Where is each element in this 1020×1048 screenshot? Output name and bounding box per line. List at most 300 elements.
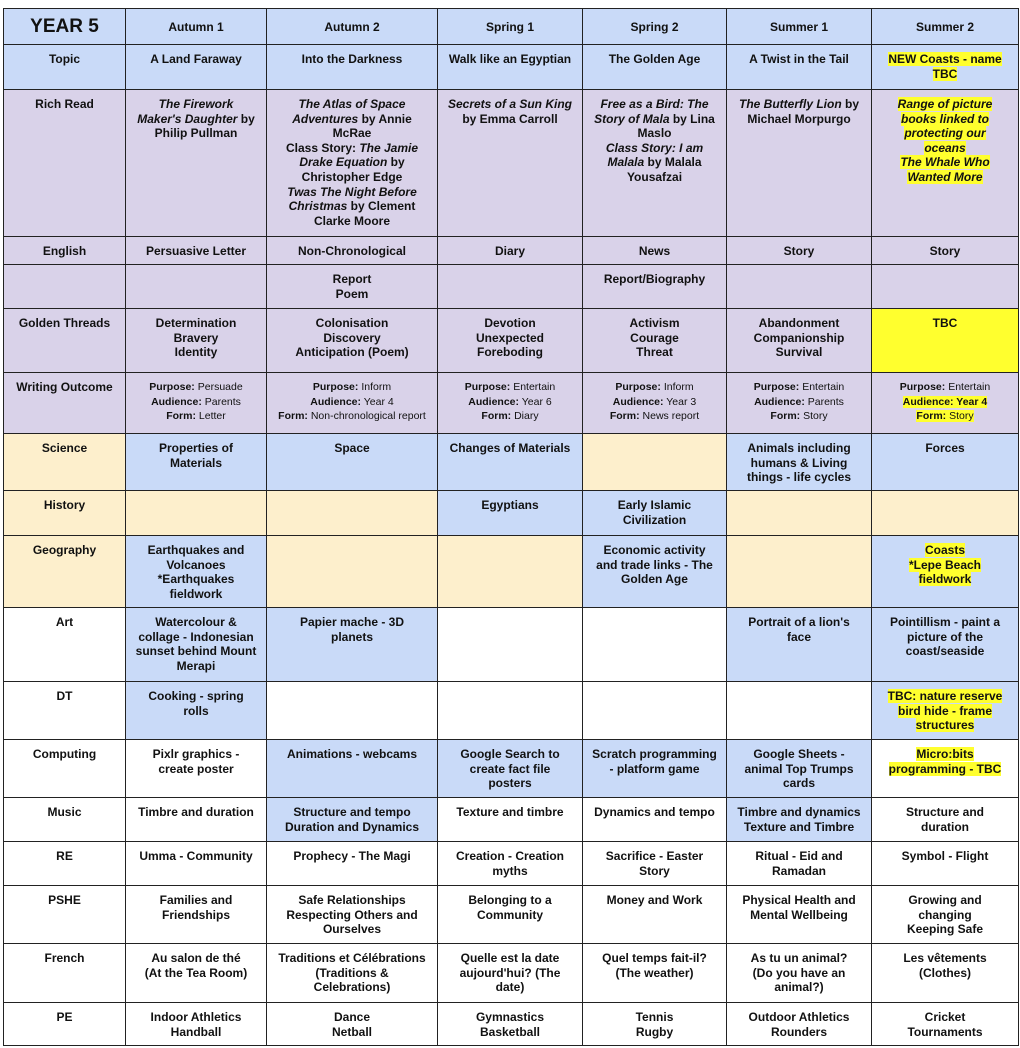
cell-line [270, 908, 434, 923]
table-row [4, 45, 1019, 90]
curriculum-cell [872, 237, 1019, 265]
cell-text: Inform [358, 381, 392, 393]
curriculum-cell [583, 373, 727, 434]
curriculum-cell [727, 608, 872, 682]
cell-text: As tu un animal? [750, 951, 848, 965]
cell-line [129, 630, 263, 645]
cell-text: Money and Work [606, 893, 703, 907]
curriculum-cell [267, 740, 438, 798]
cell-text: Volcanoes [166, 557, 226, 572]
curriculum-cell [126, 886, 267, 944]
cell-text: Earthquakes and [147, 543, 245, 557]
cell-line [730, 1010, 868, 1025]
cell-text: The Whale Who [900, 155, 990, 170]
cell-line [875, 155, 1015, 170]
curriculum-cell [727, 536, 872, 608]
cell-line [730, 951, 868, 966]
curriculum-cell [438, 608, 583, 682]
cell-line [730, 849, 868, 864]
cell-text: Respecting Others and [286, 907, 418, 922]
cell-text: protecting our [904, 126, 986, 141]
curriculum-cell [438, 740, 583, 798]
cell-line [875, 747, 1015, 762]
cell-text: Audience: [310, 395, 362, 408]
curriculum-cell [126, 740, 267, 798]
curriculum-cell [727, 798, 872, 842]
cell-text: Properties of [158, 441, 233, 455]
cell-text: Drake Equation [299, 155, 388, 170]
curriculum-cell [872, 682, 1019, 740]
curriculum-cell [438, 944, 583, 1003]
cell-text: Structure and tempo [293, 805, 411, 819]
curriculum-cell [583, 944, 727, 1003]
cell-text: Civilization [622, 512, 687, 527]
cell-line [441, 345, 579, 360]
cell-line [270, 441, 434, 456]
cell-line [270, 214, 434, 229]
curriculum-cell [267, 265, 438, 309]
table-row [4, 90, 1019, 237]
cell-line [586, 272, 723, 287]
cell-text: Non-chronological report [307, 410, 426, 422]
subject-label: Golden Threads [4, 309, 126, 373]
table-row [4, 944, 1019, 1003]
curriculum-cell [126, 373, 267, 434]
cell-text: Tennis [635, 1010, 674, 1024]
curriculum-cell [126, 491, 267, 536]
table-row [4, 536, 1019, 608]
cell-text: by Lina [669, 111, 715, 126]
cell-text: Dance [333, 1010, 371, 1024]
cell-text: Malala [607, 155, 645, 170]
cell-line [875, 52, 1015, 67]
table-row [4, 491, 1019, 536]
cell-line [875, 316, 1015, 331]
cell-text: Purpose: [149, 381, 195, 393]
curriculum-cell [872, 944, 1019, 1003]
cell-text: Report/Biography [603, 272, 706, 286]
table-row [4, 309, 1019, 373]
cell-line [129, 112, 263, 127]
cell-line [730, 615, 868, 630]
cell-line [129, 951, 263, 966]
curriculum-cell [872, 740, 1019, 798]
cell-text: Cricket [924, 1010, 966, 1024]
cell-text: Devotion [484, 316, 536, 330]
cell-line [129, 558, 263, 573]
curriculum-cell [438, 237, 583, 265]
cell-text: Secrets of a Sun King [447, 97, 573, 111]
curriculum-cell [126, 265, 267, 309]
cell-line [875, 849, 1015, 864]
cell-line [586, 543, 723, 558]
cell-text: face [786, 629, 812, 644]
cell-line [129, 52, 263, 67]
curriculum-cell [126, 1003, 267, 1046]
cell-text: (At the Tea Room) [144, 965, 248, 980]
cell-text: Maker's Daughter [137, 111, 238, 126]
cell-text: Micro:bits [916, 747, 974, 761]
cell-text: things - life cycles [746, 470, 852, 485]
cell-line [270, 244, 434, 259]
curriculum-cell [872, 491, 1019, 536]
cell-text: Christopher Edge [301, 169, 403, 184]
curriculum-cell [267, 798, 438, 842]
cell-text: changing [918, 907, 972, 922]
cell-text: Wanted More [907, 169, 983, 184]
cell-text: Courage [630, 330, 679, 345]
curriculum-cell [872, 886, 1019, 944]
cell-line [129, 409, 263, 424]
curriculum-cell [583, 434, 727, 491]
cell-line [270, 1025, 434, 1040]
cell-text: date) [495, 980, 525, 995]
cell-text: Ramadan [771, 863, 827, 878]
curriculum-cell [267, 45, 438, 90]
cell-line [875, 1010, 1015, 1025]
cell-line [129, 747, 263, 762]
cell-text: Companionship [753, 330, 845, 345]
curriculum-cell [438, 90, 583, 237]
curriculum-cell [267, 536, 438, 608]
term-header: Spring 1 [438, 9, 583, 45]
cell-text: Survival [775, 345, 823, 360]
cell-line [730, 762, 868, 777]
cell-line [875, 1025, 1015, 1040]
cell-line [586, 170, 723, 185]
cell-line [586, 380, 723, 395]
cell-line [875, 718, 1015, 733]
cell-line [875, 170, 1015, 185]
curriculum-cell [872, 842, 1019, 886]
cell-line [441, 498, 579, 513]
cell-text: Story [946, 410, 974, 422]
table-row [4, 434, 1019, 491]
cell-line [875, 908, 1015, 923]
cell-text: Forces [925, 441, 965, 455]
cell-text: Growing and [908, 893, 982, 907]
cell-line [129, 380, 263, 395]
cell-text: Community [477, 907, 543, 922]
curriculum-cell [583, 1003, 727, 1046]
cell-line [586, 155, 723, 170]
cell-line [875, 966, 1015, 981]
cell-line [586, 864, 723, 879]
cell-text: Form: [481, 410, 512, 422]
cell-text: Story [800, 410, 828, 422]
curriculum-cell [438, 45, 583, 90]
cell-text: Diary [494, 244, 526, 258]
cell-text: Discovery [323, 330, 381, 345]
cell-line [129, 1010, 263, 1025]
curriculum-cell [438, 536, 583, 608]
table-row [4, 886, 1019, 944]
cell-text: Parents [201, 395, 241, 408]
cell-text: Twas The Night Before [287, 184, 417, 199]
cell-text: Abandonment [758, 316, 840, 330]
cell-line [270, 97, 434, 112]
cell-text: (Do you have an [752, 965, 846, 980]
cell-line [129, 644, 263, 659]
cell-text: Pixlr graphics - [152, 747, 240, 761]
curriculum-cell [872, 265, 1019, 309]
cell-text: Class Story: [285, 140, 360, 155]
cell-line [586, 849, 723, 864]
cell-text: News [638, 244, 671, 258]
cell-text: Michael Morpurgo [747, 111, 851, 126]
cell-line [730, 747, 868, 762]
subject-label: French [4, 944, 126, 1003]
cell-line [586, 1025, 723, 1040]
curriculum-cell [872, 434, 1019, 491]
cell-text: The Butterfly Lion [738, 97, 842, 111]
cell-line [129, 1025, 263, 1040]
cell-text: Animals including [747, 441, 851, 455]
cell-line [270, 966, 434, 981]
cell-line [129, 704, 263, 719]
cell-text: Clarke Moore [313, 213, 391, 228]
cell-line [270, 951, 434, 966]
curriculum-cell [872, 798, 1019, 842]
curriculum-cell [267, 309, 438, 373]
curriculum-cell [583, 45, 727, 90]
cell-line [586, 747, 723, 762]
cell-line [270, 52, 434, 67]
subject-label [4, 265, 126, 309]
cell-text: Mental Wellbeing [750, 907, 848, 922]
term-header: Summer 2 [872, 9, 1019, 45]
cell-line [875, 441, 1015, 456]
cell-line [875, 689, 1015, 704]
cell-line [129, 689, 263, 704]
cell-text: Changes of Materials [449, 441, 571, 455]
cell-text: Netball [331, 1024, 372, 1039]
subject-label: DT [4, 682, 126, 740]
cell-text: Inform [660, 381, 694, 393]
cell-line [875, 615, 1015, 630]
cell-text: Symbol - Flight [901, 849, 989, 863]
cell-text: Structure and [905, 805, 984, 819]
cell-text: Physical Health and [742, 893, 856, 907]
subject-label: Writing Outcome [4, 373, 126, 434]
cell-text: Timbre and dynamics [737, 805, 861, 819]
cell-line [129, 966, 263, 981]
cell-text: Golden Age [621, 572, 688, 587]
table-row [4, 373, 1019, 434]
cell-line [441, 805, 579, 820]
cell-line [586, 762, 723, 777]
cell-text: Watercolour & [155, 615, 237, 629]
cell-line [730, 776, 868, 791]
cell-text: Walk like an Egyptian [448, 52, 572, 66]
cell-line [441, 316, 579, 331]
curriculum-cell [727, 265, 872, 309]
cell-text: picture of the [906, 629, 983, 644]
cell-text: News report [639, 410, 700, 422]
cell-line [129, 805, 263, 820]
cell-text: books linked to [900, 111, 989, 126]
cell-text: Timbre and duration [138, 805, 254, 819]
cell-text: Les vêtements [903, 951, 987, 965]
cell-line [730, 244, 868, 259]
curriculum-cell [126, 237, 267, 265]
cell-line [730, 380, 868, 395]
cell-text: NEW Coasts - name [888, 52, 1002, 66]
cell-text: Unexpected [475, 330, 545, 345]
subject-label: Computing [4, 740, 126, 798]
cell-text: Egyptians [481, 498, 539, 512]
term-header: Autumn 2 [267, 9, 438, 45]
cell-line [730, 395, 868, 410]
cell-text: duration [921, 819, 969, 834]
cell-line [270, 1010, 434, 1025]
cell-line [875, 820, 1015, 835]
cell-text: Duration and Dynamics [284, 819, 420, 834]
cell-text: Prophecy - The Magi [293, 849, 411, 863]
table-row [4, 740, 1019, 798]
cell-line [441, 864, 579, 879]
cell-line [441, 409, 579, 424]
cell-text: Determination [155, 316, 237, 330]
term-header: Spring 2 [583, 9, 727, 45]
curriculum-cell [126, 944, 267, 1003]
cell-text: Diary [511, 410, 539, 422]
cell-text: TBC [932, 316, 958, 330]
cell-line [875, 922, 1015, 937]
curriculum-cell [126, 682, 267, 740]
cell-line [129, 908, 263, 923]
cell-text: structures [915, 718, 975, 733]
curriculum-cell [727, 1003, 872, 1046]
cell-line [730, 908, 868, 923]
cell-text: Gymnastics [475, 1010, 545, 1024]
cell-text: animal Top Trumps [744, 761, 854, 776]
curriculum-cell [727, 434, 872, 491]
cell-text: Class Story: I am [605, 140, 704, 155]
cell-line [875, 395, 1015, 410]
cell-line [875, 141, 1015, 156]
cell-line [730, 805, 868, 820]
cell-line [270, 395, 434, 410]
cell-text: by Annie [358, 111, 412, 126]
curriculum-cell [126, 798, 267, 842]
curriculum-cell [267, 491, 438, 536]
cell-line [129, 316, 263, 331]
curriculum-cell [727, 309, 872, 373]
curriculum-cell [583, 740, 727, 798]
cell-line [730, 112, 868, 127]
cell-text: animal?) [774, 980, 824, 995]
curriculum-cell [872, 90, 1019, 237]
curriculum-cell [267, 608, 438, 682]
cell-text: Audience: [151, 395, 202, 408]
curriculum-cell [727, 944, 872, 1003]
cell-text: Purpose: [312, 381, 359, 393]
cell-text: Range of picture [897, 97, 993, 111]
cell-text: Creation - Creation [455, 849, 564, 863]
cell-text: (Traditions & [315, 965, 389, 980]
cell-line [270, 331, 434, 346]
curriculum-cell [267, 886, 438, 944]
cell-line [441, 52, 579, 67]
cell-line [730, 331, 868, 346]
cell-text: Papier mache - 3D [299, 615, 405, 629]
year5-curriculum-table [3, 8, 1019, 1046]
cell-text: by Emma Carroll [462, 111, 558, 126]
cell-line [270, 980, 434, 995]
cell-line [875, 951, 1015, 966]
cell-text: posters [488, 776, 532, 791]
term-header: Autumn 1 [126, 9, 267, 45]
curriculum-cell [438, 682, 583, 740]
cell-text: Coasts [924, 543, 965, 557]
cell-line [270, 185, 434, 200]
curriculum-cell [727, 886, 872, 944]
cell-line [586, 498, 723, 513]
cell-text: Report [332, 272, 372, 286]
cell-text: Keeping Safe [906, 922, 984, 937]
cell-line [270, 199, 434, 214]
cell-text: Rugby [635, 1024, 674, 1039]
table-body [4, 9, 1019, 1046]
cell-text: *Lepe Beach [908, 557, 982, 572]
cell-line [441, 951, 579, 966]
cell-line [875, 704, 1015, 719]
cell-line [129, 659, 263, 674]
cell-text: The Jamie [359, 140, 419, 155]
curriculum-cell [267, 682, 438, 740]
cell-text: planets [330, 629, 373, 644]
curriculum-cell [583, 608, 727, 682]
cell-line [129, 126, 263, 141]
cell-text: Tournaments [907, 1024, 983, 1039]
cell-line [730, 864, 868, 879]
curriculum-cell [583, 265, 727, 309]
cell-text: Audience: Year 4 [902, 395, 988, 408]
cell-line [129, 893, 263, 908]
cell-text: Audience: [754, 395, 805, 408]
cell-text: Merapi [176, 658, 216, 673]
cell-line [875, 244, 1015, 259]
subject-label: History [4, 491, 126, 536]
cell-line [129, 345, 263, 360]
cell-line [586, 52, 723, 67]
header-row [4, 9, 1019, 45]
cell-line [129, 849, 263, 864]
curriculum-cell [126, 842, 267, 886]
cell-line [586, 345, 723, 360]
curriculum-cell [438, 1003, 583, 1046]
curriculum-cell [872, 373, 1019, 434]
cell-text: Form: [916, 410, 947, 422]
cell-line [441, 331, 579, 346]
cell-line [586, 409, 723, 424]
cell-text: Colonisation [315, 316, 389, 330]
curriculum-cell [583, 237, 727, 265]
curriculum-cell [727, 373, 872, 434]
cell-line [875, 380, 1015, 395]
curriculum-cell [872, 536, 1019, 608]
cell-line [586, 513, 723, 528]
curriculum-cell [872, 45, 1019, 90]
cell-text: Texture and Timbre [743, 819, 855, 834]
cell-text: TBC [932, 66, 958, 81]
cell-text: Materials [169, 455, 223, 470]
subject-label: PE [4, 1003, 126, 1046]
cell-text: Pointillism - paint a [889, 615, 1000, 629]
subject-label: Rich Read [4, 90, 126, 237]
cell-line [875, 409, 1015, 424]
